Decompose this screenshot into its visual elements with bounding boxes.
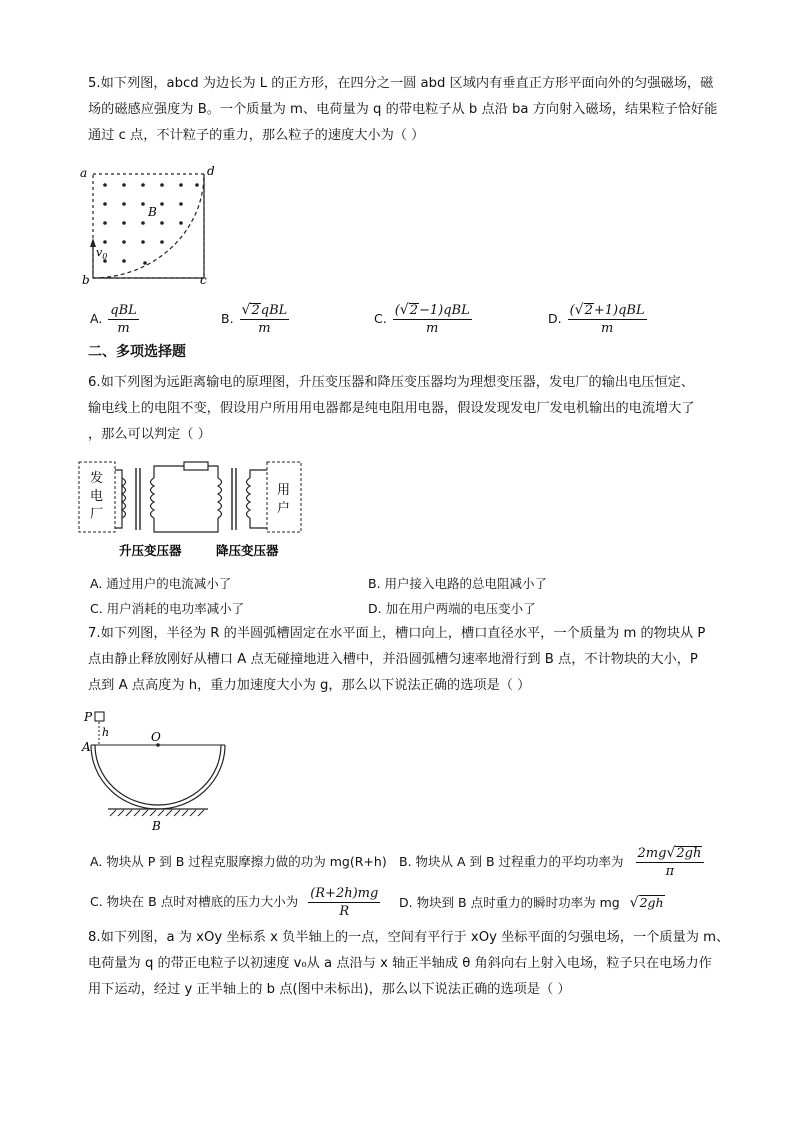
q6-figure-transmission [76,456,306,564]
q5-option-b-label: B. [221,311,234,326]
q8-line-2: 电荷量为 q 的带正电粒子以初速度 v₀从 a 点沿与 x 轴正半轴成 θ 角斜向右上射入电场，粒子只在电场力作 [88,956,712,971]
q5-option-d[interactable] [548,303,649,336]
label-d: d [207,164,215,178]
plant-label-2: 电 [90,489,104,504]
q5-line-3: 通过 c 点，不计粒子的重力，那么粒子的速度大小为（ ） [88,128,425,143]
q7-option-b-text: B. 物块从 A 到 B 过程重力的平均功率为 [399,854,624,869]
q6-option-b[interactable]: B. 用户接入电路的总电阻减小了 [368,576,548,591]
q7-option-d-radical: √2gh [629,895,664,911]
q7-option-c-fraction: $\frac{(R+2h)mg}{R}$ [310,886,379,919]
q5-option-c-label: C. [374,311,387,326]
q5-line-2: 场的磁感应强度为 B。一个质量为 m、电荷量为 q 的带电粒子从 b 点沿 ba 方向射入磁场，结果粒子恰好能 [88,102,718,117]
q6-line-2: 输电线上的电阻不变，假设用户所用用电器都是纯电阻用电器，假设发现发电厂发电机输出的电流增大了 [88,401,695,416]
q7-option-b-fraction: $\frac{2mg√2gh}{\pi}$ [636,846,705,879]
label-P: P [84,710,93,724]
q7-option-d[interactable] [399,893,665,911]
q7-text [88,621,728,699]
q6-option-c[interactable]: C. 用户消耗的电功率减小了 [90,601,245,616]
label-c: c [200,273,207,287]
q7-option-d-text: D. 物块到 B 点时重力的瞬时功率为 mg [399,895,620,910]
q5-option-b[interactable] [221,303,291,336]
q5-option-a-label: A. [90,311,103,326]
q5-option-a-fraction: $\frac{\text{qBL}}{m}$ [110,303,137,336]
q6-option-d[interactable]: D. 加在用户两端的电压变小了 [368,601,536,616]
q7-option-a[interactable]: A. 物块从 P 到 B 过程克服摩擦力做的功为 mg(R+h) [90,854,387,869]
section-heading: 二、多项选择题 [88,344,186,360]
label-O: O [151,730,161,744]
plant-label-1: 发 [90,471,104,486]
q6-option-a[interactable]: A. 通过用户的电流减小了 [90,576,232,591]
q7-option-c-text: C. 物块在 B 点时对槽底的压力大小为 [90,894,299,909]
q5-option-b-fraction: $\frac{\text{√2qBL}}{m}$ [241,302,288,336]
q8-line-3: 用下运动，经过 y 正半轴上的 b 点(图中未标出)，那么以下说法正确的选项是（ ） [88,982,571,997]
q5-text [88,71,728,149]
q8-line-1: 8.如下列图，a 为 xOy 坐标系 x 负半轴上的一点，空间有平行于 xOy 坐标平面的匀强电场，一个质量为 m、 [88,930,730,945]
q5-option-d-fraction: $\frac{\text{(√2+1)qBL}}{m}$ [569,302,645,336]
label-v0: $v_0$ [96,246,108,261]
q6-text [88,370,728,448]
q6-line-3: ，那么可以判定（ ） [88,427,211,442]
q8-text [88,925,728,1003]
label-A: A [82,740,91,754]
q5-line-1: 5.如下列图，abcd 为边长为 L 的正方形，在四分之一圆 abd 区域内有垂直正方形平面向外的匀强磁场，磁 [88,76,714,91]
q5-option-c[interactable] [374,303,474,336]
user-label-2: 户 [277,501,291,516]
q7-line-3: 点到 A 点高度为 h，重力加速度大小为 g，那么以下说法正确的选项是（ ） [88,678,531,693]
q5-figure-magnetic-field [74,160,224,290]
plant-label-3: 厂 [90,507,104,522]
q5-option-c-fraction: $\frac{\text{(√2−1)qBL}}{m}$ [394,302,470,336]
label-B: B [152,819,161,833]
q7-option-b[interactable] [399,846,706,879]
q5-option-d-label: D. [548,311,562,326]
label-a: a [80,166,88,180]
q6-line-1: 6.如下列图为远距离输电的原理图，升压变压器和降压变压器均为理想变压器，发电厂的输出电压恒定、 [88,375,695,390]
label-h: h [102,726,110,739]
q7-option-c[interactable] [90,886,382,919]
step-up-label: 升压变压器 [119,543,182,558]
step-down-label: 降压变压器 [216,543,279,558]
q7-line-1: 7.如下列图，半径为 R 的半圆弧槽固定在水平面上，槽口向上，槽口直径水平，一个质量为 m 的物块从 P [88,626,706,641]
user-label-1: 用 [277,483,291,498]
label-b: b [82,273,90,287]
q7-line-2: 点由静止释放刚好从槽口 A 点无碰撞地进入槽中，并沿圆弧槽匀速率地滑行到 B 点，不计物块的大小，P [88,652,698,667]
q5-option-a[interactable] [90,303,141,336]
q7-figure-semicircle-groove [78,706,238,836]
label-field-B: B [148,205,157,219]
